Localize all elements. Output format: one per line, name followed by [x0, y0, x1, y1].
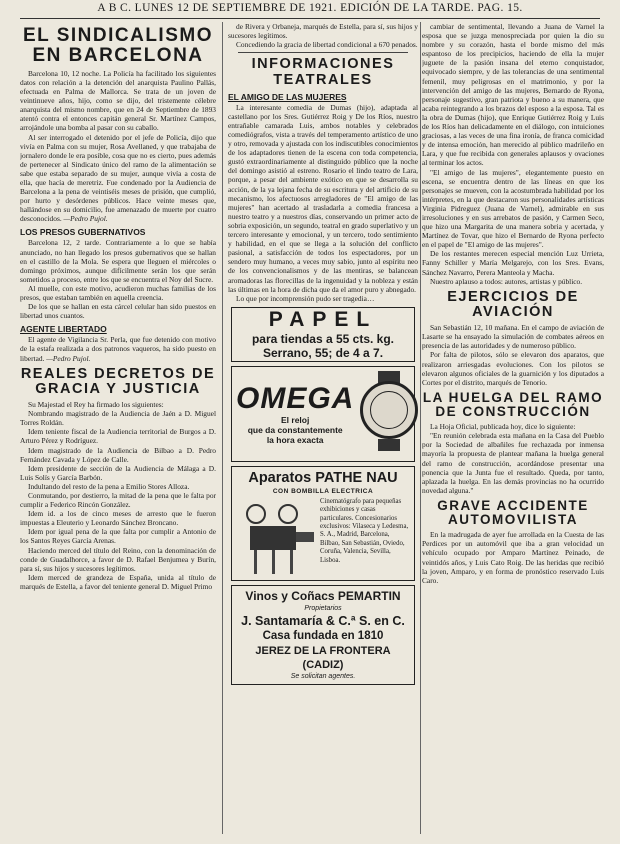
column-3 [422, 22, 604, 836]
ad-omega-brand: OMEGA [236, 381, 355, 415]
article-paragraph: La Hoja Oficial, publicada hoy, dice lo siguiente: [430, 422, 576, 432]
ad-pathe-subtitle: CON BOMBILLA ELECTRICA [272, 487, 374, 495]
ad-omega-line: que da constantemente [247, 424, 343, 435]
article-paragraph: La interesante comedia de Dumas (hijo), adaptada al castellano por los Sres. Gutiérrez Roig y De los Ríos, nuestro entrañable camarada Luis, ambos notables y celebrados comediógrafos, vista a través del temperamento artístico de uno y otro, removada y ajustada con los indiscutibles conocimientos de los adaptadores tienen de la escena con toda competencia, gustó extraordinariamente al distinguido público que la noche del domingo asistió al estreno. Rosario el lindo teatro de Lara, porque, a pesar del ambiente exótico en que se desarrolla su acción, de la ya lejana fecha de su escritura y del artificio de su mecanismo, los afectuosos arregladores de "El amigo de las mujeres" han acertado al trasladarla a comedia francesa a nuestro teatro y a nuestros días, conservando un primer acto de sobria exposición, un segundo, teatral en grado superlativo y un tercero interesante y emocional, y un tercero, todo sentimiento y habilidad, en el que se llega a la solución del conflicto pasional, a satisfacción de todos los espectadores, por un sendero muy humano, a veces muy sabio, junto al espíritu neo de los convencionalismos y de las mentiras, se balancean aromadoras las florecillas de la ingenuidad y la nobleza y están las últimas en la hora de dicha que da el amor puro y abnegado. [228, 102, 418, 294]
ad-pemartin-title: Vinos y Coñacs PEMARTIN [245, 588, 401, 603]
ad-pemartin-location: JEREZ DE LA FRONTERA (CADIZ) [255, 644, 391, 671]
article-paragraph: de Rivera y Orbaneja, marqués de Estella, para sí, sus hijos y sucesores legítimos. [228, 22, 418, 41]
article-paragraph: Indultando del resto de la pena a Emilio Stores Alloza. [28, 481, 190, 491]
article-paragraph: Idem magistrado de la Audiencia de Bilbao a D. Pedro Fernández Cavada y López de Calle. [20, 445, 216, 464]
article-paragraph: cambiar de sentimental, llevando a Juana de Varnel la esposa que se juzga menospreciada por quien la dio su nombre y su corazón, hasta el borde mismo del más espantoso de los precipicios, haciendo de ella la mujer juguete de la pasión insana del eterno conquistador, equivocado siempre, y de las tolerancias de una sentimental femenil, muy peligrosas en el matrimonio, y por la intervención del amigo de las mujeres, Bernardo de Ryona, personaje sugestivo, gran patriota y bueno a su manera, que acaba reintegrando a los brazos del esposo a la esposa. Tal es la obra de Dumas (hijo), que Enrique Gutiérrez Roig y Luis de los Ríos han delicadamente en el diálogo, con intuiciones graciosas, a las veces de una fina ironía, de franca comicidad y de intensa emoción, han merecido al público madrileño en Lara, y que fue recibida con generales aplausos y ovaciones al terminar los actos. [422, 22, 604, 168]
article-paragraph: Al ser interrogado el detenido por el jefe de Policía, dijo que vivía en Palma con su mujer, Rosa Avellaned, y que trabajaba de jornalero donde le era posible, cosa que no es cierto, pues además de pertenecer al Sindicato único del ramo de la alimentación se sabe que estaba separado de su mujer, aunque vivía a costa de ella, que hacía de meretriz. Fue condenado por la Audiencia de Barcelona a la pena de veintiséis meses de prisión, que cumplió, por hurto y desórdenes públicos. Hace veinte meses que, hallándose en su domicilio, fue amenazado de muerte por cuatro desconocidos. —Pedro Pujol. [20, 132, 216, 224]
article-paragraph: Idem por igual pena de la que falta por cumplir a Antonio de los Santos Reyes García Arenas. [20, 527, 216, 546]
article-paragraph: De los que se hallan en esta cárcel celular han sido puestos en libertad unos cuantos. [20, 302, 216, 321]
article-paragraph: Idem id. a los de cinco meses de arresto que le fueron impuestas a Eleuterio y Leonardo Sánchez Broncano. [20, 509, 216, 528]
headline-decretos: REALES DECRETOS DE GRACIA Y JUSTICIA [20, 365, 216, 397]
article-paragraph: De los restantes merecen especial mención Luz Urrieta, Fanny Schiller y María Melgarejo, con los Sres. Evans, Sánchez Navarro, Perera Manteola y Macha. [422, 249, 604, 277]
ad-papel-title: PAPEL [268, 307, 378, 331]
article-paragraph: Idem teniente fiscal de la Audiencia territorial de Burgos a D. Arturo Pérez y Rodríguez. [20, 427, 216, 446]
article-paragraph: Conmutando, por destierro, la mitad de la pena que le falta por cumplir a Federico Rincón González. [20, 490, 216, 510]
ad-omega [231, 366, 415, 462]
article-paragraph: "El amigo de las mujeres", elegantemente puesto en escena, se encuentra dentro de las líneas en que los personajes se mueven, con la acostumbrada habilidad por los intérpretes, en la que destacaron sus personalidades artísticas Virginia Pidreguez (Juana de Varnel), admirable en sus irresoluciones y en sus arrebatos de pasión, y Carmen Seco, que hizo una Margarita de una manera sobria y acertada, y Martínez de Tovar, que hizo el Bernardo de Ryona perfecto en el papel de "El amigo de las mujeres". [422, 167, 604, 250]
ad-pemartin [231, 585, 415, 685]
article-paragraph: El agente de Vigilancia Sr. Perla, que fue detenido con motivo de la estafa realizada a dos patronos vaqueros, ha sido puesto en libertad. —Pedro Pujol. [20, 335, 216, 363]
subheading-amigo: EL AMIGO DE LAS MUJERES [228, 91, 347, 102]
article-paragraph: En la madrugada de ayer fue arrollada en la Cuesta de las Perdices por un automóvil que iba a gran velocidad un vehículo ocupado por Amparo Martínez Peinado, de veintidós años, y Luis Cato Roig. De las heridas que recibió la joven, Amparo, y en forma de pronóstico reservado Luis Caro. [422, 530, 604, 585]
ad-pathe [231, 466, 415, 581]
column-rule [222, 22, 223, 834]
column-1 [20, 22, 216, 836]
article-paragraph: Haciendo merced del título del Reino, con la denominación de conde de Guadalhorce, a favor de D. Rafael Benjumea y Burín, para sí, sus hijos y sucesores legítimos. [20, 545, 216, 573]
article-paragraph: Nombrando magistrado de la Audiencia de Jaén a D. Miguel Torres Roldán. [20, 409, 216, 428]
article-paragraph: Al muelle, con este motivo, acudieron muchas familias de los presos, que estaban también en aquella creencia. [20, 283, 216, 303]
ad-pemartin-note: Se solicitan agentes. [290, 672, 356, 680]
article-paragraph: Idem merced de grandeza de España, unida al título de marqués de Estella, a favor del teniente general D. Miguel Primo [20, 572, 216, 591]
ad-pemartin-label: Propietarios [304, 604, 342, 612]
ad-papel-address: Serrano, 55; de 4 a 7. [262, 345, 384, 360]
ad-papel [231, 307, 415, 362]
headline-huelga: LA HUELGA DEL RAMO DE CONSTRUCCIÓN [422, 389, 604, 419]
projector-illustration-icon [236, 498, 320, 576]
article-paragraph: Su Majestad el Rey ha firmado los siguientes: [28, 400, 164, 410]
article-paragraph: San Sebastián 12, 10 mañana. En el campo de aviación de Lasarte se ha ensayado la simulación de combates aéreos en presencia de las autoridades y de numeroso público. [422, 323, 604, 351]
subheading-presos: LOS PRESOS GUBERNATIVOS [20, 227, 146, 238]
article-paragraph: Barcelona 12, 2 tarde. Contrariamente a lo que se había anunciado, no han llegado los presos gubernativos que se hallan en el castillo de la Mola. Se espera que lleguen el miércoles o domingo próximos, aunque difícilmente serán los que serán sometidos a proceso, entre los que se encuentra el Noy del Sucre. [20, 238, 216, 284]
column-rule [420, 22, 421, 834]
headline-accidente: GRAVE ACCIDENTE AUTOMOVILISTA [437, 497, 589, 528]
headline-informaciones: INFORMACIONES TEATRALES [251, 56, 395, 88]
article-paragraph: "En reunión celebrada esta mañana en la Casa del Pueblo por la Sociedad de albañiles fue rechazada por inmensa mayoría la propuesta de plantear mañana la huelga general del ramo de construcción, acordándose presentar una ponencia que la Junta fue el resultado. Queda, por tanto, aplazada la huelga. En las demás provincias no ha ocurrido novedad alguna." [422, 431, 604, 495]
ad-omega-line: El reloj [281, 414, 310, 425]
ad-omega-line: la hora exacta [266, 434, 324, 445]
article-paragraph: Nuestro aplauso a todos: autores, artistas y público. [430, 276, 583, 286]
column-2 [228, 22, 418, 836]
watch-illustration-icon [354, 371, 410, 457]
headline-aviacion: EJERCICIOS DE AVIACIÓN [447, 288, 579, 320]
headline-sindicalismo: EL SINDICALISMO EN BARCELONA [23, 25, 213, 66]
ad-pemartin-company: J. Santamaría & C.ª S. en C. [241, 613, 405, 628]
ad-pathe-text: Cinematógrafo para pequeñas exhibiciones y casas particulares. Concesionarios exclusivos: Vilaseca y Ledesma, S. A., Madrid, Barcelona, Bilbao, San Sebastián, Oviedo, Coruña, Valencia, Sevilla, Lisboa. [320, 497, 409, 564]
ad-pathe-title: Aparatos PATHE NAU [248, 469, 398, 486]
article-paragraph: Lo que por incomprensión pudo ser tragedia… [236, 293, 375, 303]
article-paragraph: Por falta de pilotos, sólo se elevaron dos aparatos, que realizaron arriesgadas evoluciones. Con los pilotos se elevaron algunos oficiales de la guarnición y los diputados a Cortes por el distrito, marqués de Tenorio. [422, 350, 604, 387]
subheading-agente: AGENTE LIBERTADO [20, 324, 107, 335]
divider [238, 52, 408, 53]
article-paragraph: Barcelona 10, 12 noche. La Policía ha facilitado los siguientes datos con relación a la detención del anarquista Paulino Pallás, efectuada en Palma de Mallorca. Se trata de un joven de veintinueve años, hijo, como se dijo, del tristemente célebre anarquista del mismo nombre, que en 24 de Septiembre de 1893 atentó contra el entonces capitán general Sr. Martínez Campos, arrojándole una bomba al pasar con su caballo. [20, 68, 216, 133]
article-paragraph: Idem presidente de sección de la Audiencia de Málaga a D. Luis Solís y García Barbón. [20, 463, 216, 482]
page-header: A B C. LUNES 12 DE SEPTIEMBRE DE 1921. EDICIÓN DE LA TARDE. PAG. 15. [20, 2, 600, 19]
article-paragraph: Concediendo la gracia de libertad condicional a 670 penados. [236, 40, 418, 50]
ad-pemartin-founded: Casa fundada en 1810 [262, 629, 384, 642]
ad-papel-price: para tiendas a 55 cts. kg. [251, 331, 395, 346]
